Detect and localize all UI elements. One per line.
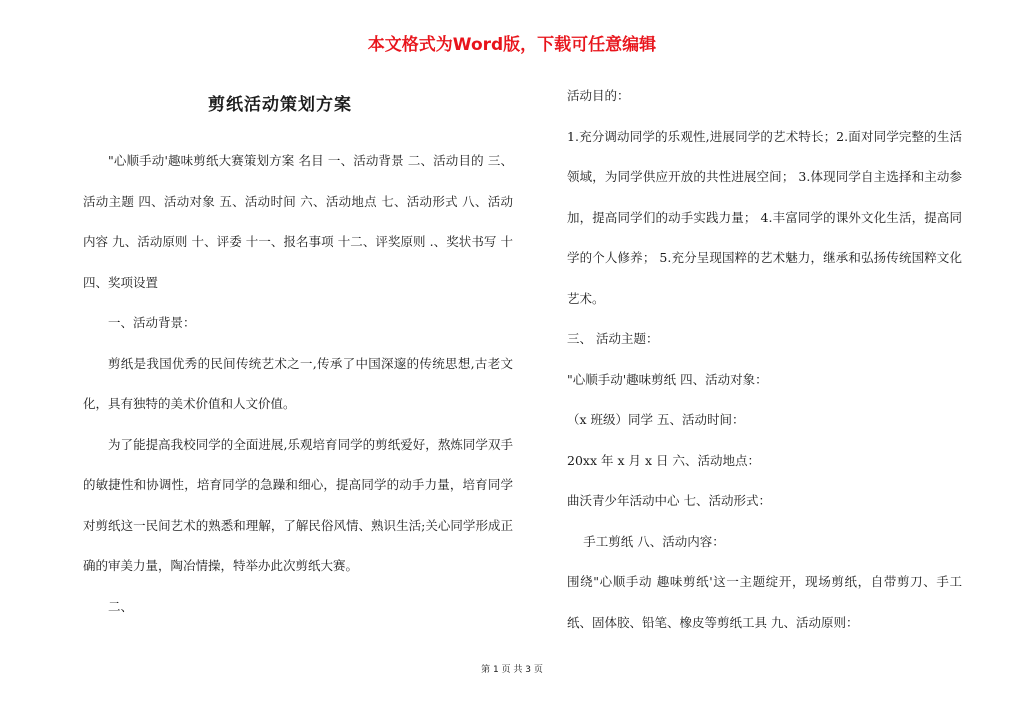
download-banner: 本文格式为Word版，下载可任意编辑 — [367, 35, 657, 55]
section-heading: 三、 活动主题： — [567, 331, 659, 346]
body-paragraph: 围绕"心顺手动 趣味剪纸'这一主题绽开，现场剪纸，自带剪刀、手工纸、固体胶、铅笔、橡皮等剪纸工具 九、活动原则： — [567, 574, 962, 630]
body-paragraph: （x 班级）同学 五、活动时间： — [567, 412, 745, 427]
page-number: 第 1 页 共 3 页 — [481, 665, 543, 675]
document-title: 剪纸活动策划方案 — [208, 95, 352, 115]
section-heading: 二、 — [108, 598, 134, 614]
body-paragraph: 1.充分调动同学的乐观性,进展同学的艺术特长；2.面对同学完整的生活领域，为同学供应开放的共性进展空间； 3.体现同学自主选择和主动参加，提高同学们的动手实践力量； 4.丰富同学的课外文化生活，提高同学的个人修养； 5.充分呈现国粹的艺术魅力，继承和弘扬传统国粹文化艺术。 — [567, 128, 962, 306]
body-paragraph: 剪纸是我国优秀的民间传统艺术之一,传承了中国深邃的传统思想,古老文化，具有独特的美术价值和人文价值。 — [83, 355, 513, 411]
body-paragraph: 曲沃青少年活动中心 七、活动形式： — [567, 493, 771, 508]
right-column — [567, 76, 962, 643]
body-paragraph: "心顺手动'趣味剪纸 四、活动对象： — [567, 371, 768, 387]
body-paragraph: 为了能提高我校同学的全面进展,乐观培育同学的剪纸爱好，熬炼同学双手的敏捷性和协调性，培育同学的急躁和细心，提高同学的动手力量，培育同学对剪纸这一民间艺术的熟悉和理解，了解民俗风情、熟识生活;关心同学形成正确的审美力量，陶冶情操，特举办此次剪纸大赛。 — [83, 436, 513, 573]
left-column — [83, 141, 513, 627]
body-paragraph: 手工剪纸 八、活动内容： — [583, 533, 725, 549]
section-heading: 活动目的： — [567, 88, 630, 103]
section-heading: 一、活动背景： — [108, 315, 196, 330]
body-paragraph: 20xx 年 x 月 x 日 六、活动地点： — [567, 452, 760, 468]
table-of-contents-paragraph: "心顺手动'趣味剪纸大赛策划方案 名目 一、活动背景 二、活动目的 三、活动主题 四、活动对象 五、活动时间 六、活动地点 七、活动形式 八、活动内容 九、活动原则 十、评委 十一、报名事项 十二、评奖原则 .、奖状书写 十四、奖项设置 — [83, 153, 513, 290]
